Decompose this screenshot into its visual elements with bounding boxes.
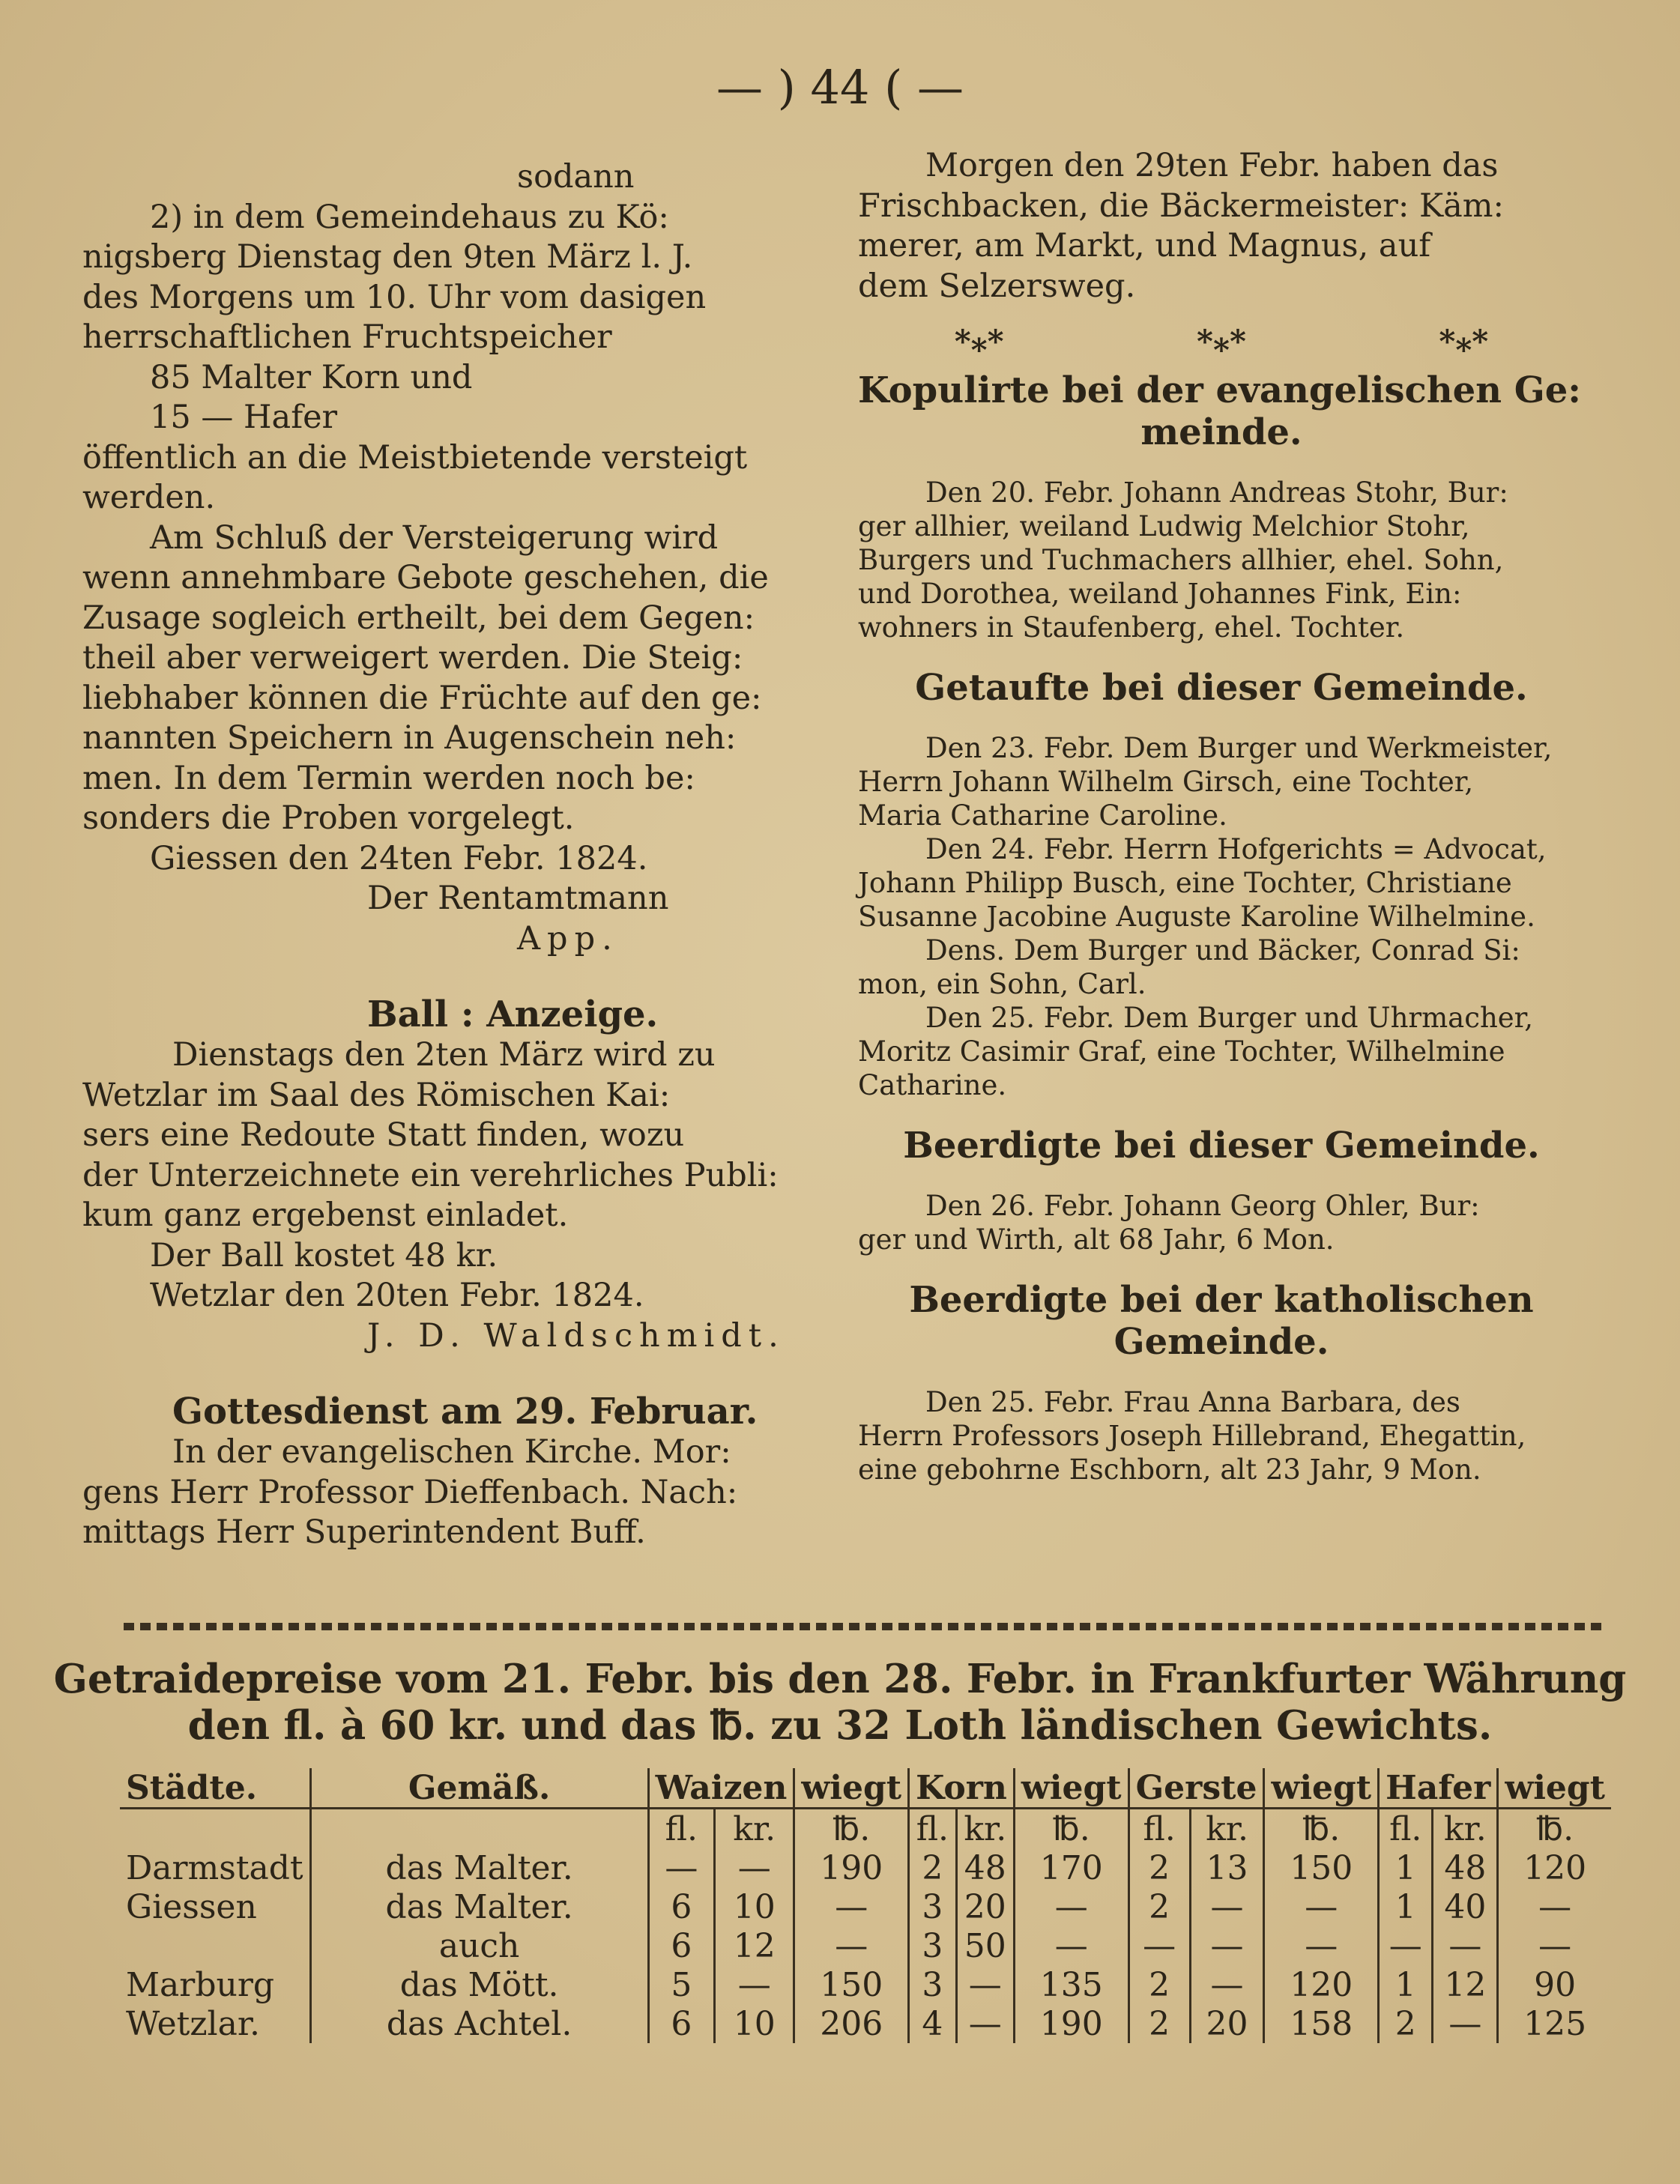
table-cell: 2 — [1128, 1848, 1190, 1887]
table-cell: 2 — [909, 1848, 957, 1887]
table-cell: ℔. — [1014, 1809, 1128, 1849]
table-cell: 158 — [1264, 2004, 1379, 2043]
table-cell: kr. — [1190, 1809, 1264, 1849]
copulated-heading: Kopulirte bei der evangelischen Ge: — [858, 369, 1582, 411]
text-line: In der evangelischen Kirche. Mor: — [172, 1433, 731, 1471]
table-cell: 20 — [956, 1887, 1014, 1926]
signature-name: App. — [517, 919, 619, 958]
table-cell — [310, 1809, 648, 1849]
measure-cell: das Malter. — [310, 1887, 648, 1926]
table-cell: 125 — [1498, 2004, 1611, 2043]
record-line: Den 24. Febr. Herrn Hofgerichts = Advocat, — [925, 832, 1547, 865]
col-header-weight: wiegt — [1498, 1768, 1611, 1809]
table-cell: — — [1264, 1926, 1379, 1965]
table-cell: 13 — [1190, 1848, 1264, 1887]
table-cell: 3 — [909, 1926, 957, 1965]
table-cell: 120 — [1498, 1848, 1611, 1887]
table-cell: — — [1433, 1926, 1498, 1965]
buried-cath-heading: Beerdigte bei der katholischen — [909, 1278, 1534, 1321]
text-line: Am Schluß der Versteigerung wird — [150, 518, 719, 557]
unit-row — [120, 1809, 1611, 1849]
col-header-city: Städte. — [120, 1768, 310, 1809]
record-line: Burgers und Tuchmachers allhier, ehel. Sohn, — [858, 543, 1504, 576]
signature-title: Der Rentamtmann — [367, 880, 669, 917]
col-header-wheat: Waizen — [648, 1768, 794, 1809]
table-cell: — — [648, 1848, 714, 1887]
record-line: Herrn Johann Wilhelm Girsch, eine Tochter, — [858, 765, 1474, 798]
text-line: Der Ball kostet 48 kr. — [150, 1236, 498, 1274]
text-line: Wetzlar im Saal des Römischen Kai: — [82, 1076, 671, 1114]
table-cell: 48 — [956, 1848, 1014, 1887]
table-cell: — — [1433, 2004, 1498, 2043]
table-cell: — — [1190, 1887, 1264, 1926]
grain-price-table — [120, 1768, 1611, 2043]
table-row — [120, 1887, 1611, 1926]
table-cell: 40 — [1433, 1887, 1498, 1926]
text-line: nigsberg Dienstag den 9ten März l. J. — [82, 238, 693, 276]
table-cell: 190 — [1014, 2004, 1128, 2043]
record-line: Susanne Jacobine Auguste Karoline Wilhelmine. — [858, 900, 1535, 933]
table-cell — [120, 1809, 310, 1849]
table-cell: — — [956, 1965, 1014, 2004]
table-cell: — — [715, 1848, 794, 1887]
text-line: 15 — Hafer — [150, 399, 338, 436]
table-cell: kr. — [715, 1809, 794, 1849]
table-cell: ℔. — [1498, 1809, 1611, 1849]
table-cell: 10 — [715, 2004, 794, 2043]
text-line: des Morgens um 10. Uhr vom dasigen — [82, 278, 707, 316]
price-title-line: den fl. à 60 kr. und das ℔. zu 32 Loth ländischen Gewichts. — [187, 1702, 1493, 1749]
table-cell: 2 — [1379, 2004, 1433, 2043]
text-line: dem Selzersweg. — [858, 267, 1136, 305]
page-number: — ) 44 ( — — [716, 60, 964, 115]
text-line: merer, am Markt, und Magnus, auf — [858, 227, 1431, 264]
col-header-weight: wiegt — [794, 1768, 909, 1809]
text-line: mittags Herr Superintendent Buff. — [82, 1513, 646, 1551]
buried-ev-heading: Beerdigte bei dieser Gemeinde. — [903, 1124, 1540, 1167]
table-cell: ℔. — [794, 1809, 909, 1849]
table-cell: fl. — [1379, 1809, 1433, 1849]
table-cell: fl. — [648, 1809, 714, 1849]
table-cell: 2 — [1128, 2004, 1190, 2043]
measure-cell: das Achtel. — [310, 2004, 648, 2043]
record-line: mon, ein Sohn, Carl. — [858, 967, 1146, 1000]
table-row — [120, 1926, 1611, 1965]
text-line: men. In dem Termin werden noch be: — [82, 759, 695, 797]
record-line: Den 25. Febr. Dem Burger und Uhrmacher, — [925, 1001, 1534, 1034]
right-column — [858, 146, 1585, 1486]
table-cell: — — [1379, 1926, 1433, 1965]
table-cell: kr. — [1433, 1809, 1498, 1849]
table-cell: 206 — [794, 2004, 909, 2043]
table-cell: 48 — [1433, 1848, 1498, 1887]
table-cell: 1 — [1379, 1848, 1433, 1887]
col-header-oats: Hafer — [1379, 1768, 1498, 1809]
table-cell: 3 — [909, 1965, 957, 2004]
record-line: Dens. Dem Burger und Bäcker, Conrad Si: — [925, 934, 1520, 967]
table-cell: — — [1190, 1965, 1264, 2004]
text-line: liebhaber können die Früchte auf den ge: — [82, 679, 762, 717]
record-line: Herrn Professors Joseph Hillebrand, Ehegattin, — [858, 1419, 1526, 1452]
table-cell: — — [1264, 1887, 1379, 1926]
table-cell: 170 — [1014, 1848, 1128, 1887]
section-separator — [858, 306, 1585, 369]
record-line: ger allhier, weiland Ludwig Melchior Stohr, — [858, 509, 1470, 542]
table-cell: 12 — [715, 1926, 794, 1965]
city-cell: Marburg — [126, 1965, 275, 2004]
text-line: sonders die Proben vorgelegt. — [82, 799, 575, 837]
record-line: wohners in Staufenberg, ehel. Tochter. — [858, 611, 1405, 644]
price-table-title — [0, 1656, 1680, 1749]
table-cell: — — [1128, 1926, 1190, 1965]
record-line: Den 23. Febr. Dem Burger und Werkmeister, — [925, 731, 1553, 764]
table-cell: 4 — [909, 2004, 957, 2043]
text-line: Giessen den 24ten Febr. 1824. — [150, 839, 648, 877]
table-cell: — — [1014, 1926, 1128, 1965]
col-header-weight: wiegt — [1014, 1768, 1128, 1809]
city-cell: Giessen — [126, 1887, 257, 1926]
table-cell: — — [794, 1926, 909, 1965]
record-line: ger und Wirth, alt 68 Jahr, 6 Mon. — [858, 1223, 1335, 1256]
buried-cath-heading-cont: Gemeinde. — [1114, 1320, 1329, 1363]
measure-cell: das Mött. — [310, 1965, 648, 2004]
price-title-line: Getraidepreise vom 21. Febr. bis den 28. Febr. in Frankfurter Währung — [53, 1656, 1627, 1702]
copulated-heading-cont: meinde. — [1140, 411, 1302, 453]
table-cell: 2 — [1128, 1887, 1190, 1926]
text-line: wenn annehmbare Gebote geschehen, die — [82, 559, 769, 596]
table-row — [120, 2004, 1611, 2043]
measure-cell: das Malter. — [310, 1848, 648, 1887]
text-line: Frischbacken, die Bäckermeister: Käm: — [858, 187, 1505, 225]
text-line: theil aber verweigert werden. Die Steig: — [82, 639, 743, 677]
city-cell: Wetzlar. — [126, 2004, 261, 2043]
record-line: Moritz Casimir Graf, eine Tochter, Wilhelmine — [858, 1035, 1505, 1068]
text-line: werden. — [82, 479, 216, 516]
record-line: Den 26. Febr. Johann Georg Ohler, Bur: — [925, 1189, 1480, 1222]
table-cell: — — [1498, 1887, 1611, 1926]
table-cell: kr. — [956, 1809, 1014, 1849]
text-line: 85 Malter Korn und — [150, 358, 473, 396]
text-line: herrschaftlichen Fruchtspeicher — [82, 318, 612, 356]
table-cell: 150 — [1264, 1848, 1379, 1887]
col-header-barley: Gerste — [1128, 1768, 1264, 1809]
table-cell: — — [794, 1887, 909, 1926]
ornamental-divider — [124, 1623, 1607, 1630]
measure-cell: auch — [310, 1926, 648, 1965]
table-cell: 1 — [1379, 1887, 1433, 1926]
asterism-icon: *⁎* — [954, 323, 1004, 360]
record-line: Den 20. Febr. Johann Andreas Stohr, Bur: — [925, 476, 1508, 509]
text-line: sodann — [517, 158, 635, 196]
ball-heading: Ball : Anzeige. — [367, 993, 659, 1035]
text-line: sers eine Redoute Statt finden, wozu — [82, 1116, 685, 1154]
table-cell: 90 — [1498, 1965, 1611, 2004]
table-cell: — — [1498, 1926, 1611, 1965]
table-cell: — — [715, 1965, 794, 2004]
table-cell: 3 — [909, 1887, 957, 1926]
record-line: Catharine. — [858, 1068, 1007, 1101]
table-cell: — — [1190, 1926, 1264, 1965]
text-line: der Unterzeichnete ein verehrliches Publi: — [82, 1156, 779, 1194]
record-line: eine gebohrne Eschborn, alt 23 Jahr, 9 Mon. — [858, 1453, 1481, 1486]
table-cell: ℔. — [1264, 1809, 1379, 1849]
city-cell: Darmstadt — [126, 1848, 303, 1887]
text-line: Zusage sogleich ertheilt, bei dem Gegen: — [82, 599, 755, 637]
table-cell: 120 — [1264, 1965, 1379, 2004]
table-cell: 12 — [1433, 1965, 1498, 2004]
text-line: 2) in dem Gemeindehaus zu Kö: — [150, 198, 669, 236]
text-line: Wetzlar den 20ten Febr. 1824. — [150, 1277, 644, 1314]
asterism-icon: *⁎* — [1439, 323, 1489, 360]
col-header-measure: Gemäß. — [310, 1768, 648, 1809]
table-cell: 190 — [794, 1848, 909, 1887]
record-line: Den 25. Febr. Frau Anna Barbara, des — [925, 1385, 1460, 1418]
table-cell: 2 — [1128, 1965, 1190, 2004]
table-cell: 135 — [1014, 1965, 1128, 2004]
text-line: Dienstags den 2ten März wird zu — [172, 1036, 716, 1074]
service-heading: Gottesdienst am 29. Februar. — [172, 1391, 758, 1433]
table-cell: 6 — [648, 2004, 714, 2043]
table-row — [120, 1965, 1611, 2004]
signature-name: J. D. Waldschmidt. — [367, 1316, 785, 1355]
city-cell — [120, 1926, 310, 1965]
asterism-icon: *⁎* — [1197, 323, 1246, 360]
left-column — [82, 157, 839, 1553]
table-cell: 5 — [648, 1965, 714, 2004]
text-line: gens Herr Professor Dieffenbach. Nach: — [82, 1473, 738, 1511]
table-cell: — — [956, 2004, 1014, 2043]
table-cell: 50 — [956, 1926, 1014, 1965]
text-line: nannten Speichern in Augenschein neh: — [82, 719, 737, 757]
record-line: Johann Philipp Busch, eine Tochter, Christiane — [858, 866, 1512, 899]
record-line: Maria Catharine Caroline. — [858, 799, 1227, 832]
baptized-heading: Getaufte bei dieser Gemeinde. — [915, 666, 1528, 709]
text-line: öffentlich an die Meistbietende versteigt — [82, 438, 748, 477]
table-cell: 20 — [1190, 2004, 1264, 2043]
table-cell: 10 — [715, 1887, 794, 1926]
table-row — [120, 1848, 1611, 1887]
table-cell: 150 — [794, 1965, 909, 2004]
table-cell: 1 — [1379, 1965, 1433, 2004]
col-header-weight: wiegt — [1264, 1768, 1379, 1809]
table-cell: fl. — [909, 1809, 957, 1849]
table-cell: 6 — [648, 1926, 714, 1965]
table-cell: — — [1014, 1887, 1128, 1926]
record-line: und Dorothea, weiland Johannes Fink, Ein: — [858, 577, 1462, 610]
text-line: Morgen den 29ten Febr. haben das — [925, 147, 1499, 184]
table-cell: fl. — [1128, 1809, 1190, 1849]
table-cell: 6 — [648, 1887, 714, 1926]
text-line: kum ganz ergebenst einladet. — [82, 1197, 569, 1234]
col-header-rye: Korn — [909, 1768, 1015, 1809]
